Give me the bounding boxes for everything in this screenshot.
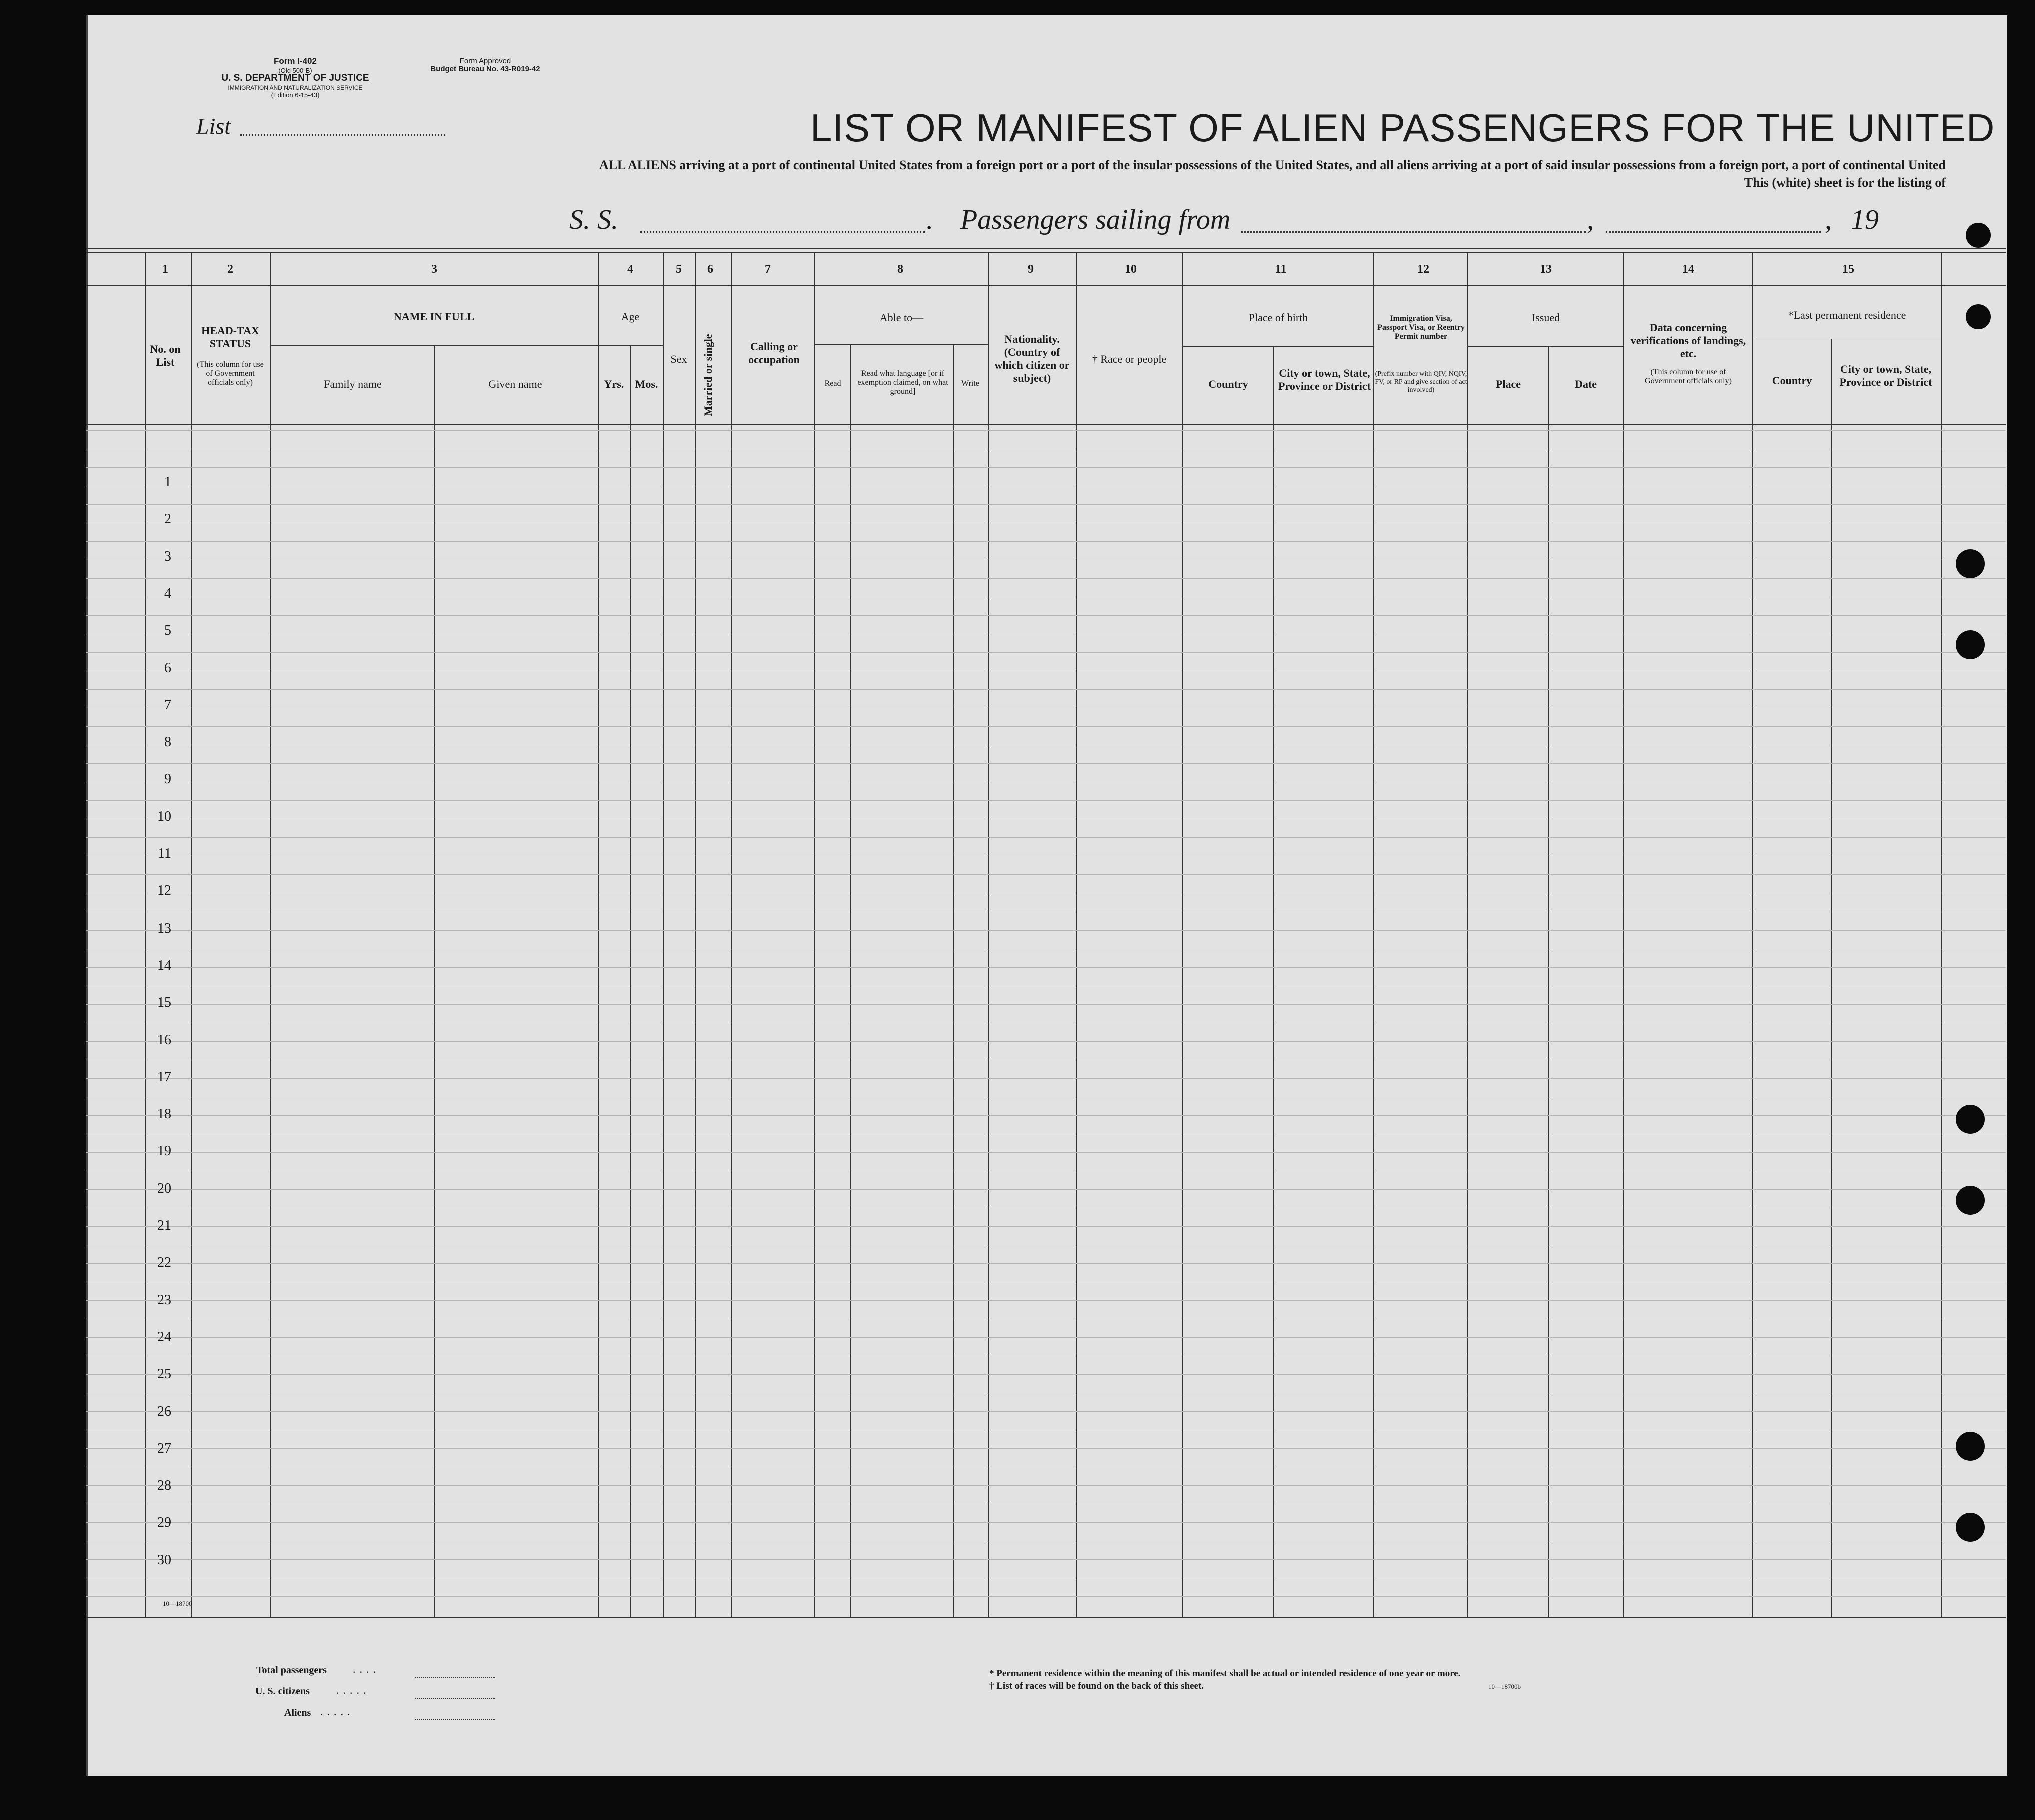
row-number: 21 xyxy=(157,1218,171,1233)
row-number: 22 xyxy=(157,1255,171,1271)
ruled-line xyxy=(86,1559,2006,1560)
head-tax-header: HEAD-TAX STATUS xyxy=(201,324,259,350)
write-header: Write xyxy=(961,379,979,388)
ruled-line xyxy=(86,1041,2006,1042)
column-number: 1 xyxy=(162,263,168,276)
column-divider xyxy=(1373,253,1374,1617)
ruled-line xyxy=(86,652,2006,653)
row-number: 30 xyxy=(157,1552,171,1568)
column-number: 9 xyxy=(1028,263,1034,276)
column-divider xyxy=(850,344,851,1617)
header-bottom-border xyxy=(86,424,2006,425)
column-divider xyxy=(695,253,696,1617)
ship-name-field[interactable] xyxy=(640,231,925,233)
column-divider xyxy=(598,253,599,1617)
port-comma: , xyxy=(1587,204,1594,235)
row-number: 9 xyxy=(164,771,171,787)
column-number: 12 xyxy=(1417,263,1429,276)
row-number: 10 xyxy=(157,808,171,824)
issued-header: Issued xyxy=(1531,311,1560,324)
ruled-line xyxy=(86,1115,2006,1116)
department-name: U. S. DEPARTMENT OF JUSTICE xyxy=(221,73,369,83)
row-number: 4 xyxy=(164,585,171,601)
ruled-line xyxy=(86,430,2006,431)
form-approved: Form Approved xyxy=(459,57,511,65)
nationality-header: Nationality. (Country of which citizen or subject) xyxy=(994,333,1070,384)
data-concerning-note: (This column for use of Government officials only) xyxy=(1645,368,1732,385)
column-divider xyxy=(270,253,271,1617)
ruled-line xyxy=(86,1226,2006,1227)
column-divider xyxy=(988,253,989,1617)
row-number: 3 xyxy=(164,548,171,564)
column-divider xyxy=(1467,253,1468,1617)
budget-bureau: Budget Bureau No. 43-R019-42 xyxy=(430,65,540,73)
row-number: 14 xyxy=(157,957,171,973)
last-residence-header: *Last permanent residence xyxy=(1788,309,1906,321)
list-number-field[interactable] xyxy=(240,134,445,136)
visa-header: Immigration Visa, Passport Visa, or Reentry Permit number xyxy=(1377,314,1465,341)
column-divider xyxy=(1548,346,1549,1617)
column-number: 11 xyxy=(1275,263,1287,276)
ruled-line xyxy=(86,930,2006,931)
punch-hole xyxy=(1956,1186,1985,1215)
row-number: 20 xyxy=(157,1180,171,1196)
column-divider xyxy=(434,345,435,1617)
column-number: 13 xyxy=(1540,263,1552,276)
race-list-note: † List of races will be found on the back of this sheet. xyxy=(989,1681,1204,1691)
ruled-line xyxy=(86,967,2006,968)
punch-hole xyxy=(1956,1432,1985,1461)
list-label: List xyxy=(196,113,231,139)
ruled-line xyxy=(86,763,2006,764)
issued-place-header: Place xyxy=(1495,378,1521,390)
ruled-line xyxy=(86,1522,2006,1523)
ruled-line xyxy=(86,1300,2006,1301)
place-of-birth-header: Place of birth xyxy=(1248,311,1308,324)
ruled-line xyxy=(86,1596,2006,1597)
read-language-header: Read what language [or if exemption claimed, on what ground] xyxy=(857,369,948,396)
no-on-list-header: No. on List xyxy=(150,343,181,368)
citizens-dots: ..... xyxy=(336,1684,370,1696)
column-divider xyxy=(663,253,664,1617)
column-divider xyxy=(731,253,732,1617)
row-number: 29 xyxy=(157,1515,171,1531)
column-number: 2 xyxy=(227,263,233,276)
punch-hole xyxy=(1966,223,1991,248)
table-print-code: 10—18700 xyxy=(163,1600,192,1607)
aliens-dots: ..... xyxy=(320,1705,354,1718)
column-divider xyxy=(1941,253,1942,1617)
ruled-line xyxy=(86,1448,2006,1449)
issued-date-header: Date xyxy=(1575,378,1597,390)
column-divider xyxy=(191,253,192,1617)
ruled-line xyxy=(86,1411,2006,1412)
column-number: 8 xyxy=(897,263,903,276)
column-divider xyxy=(1076,253,1077,1617)
column-divider xyxy=(953,344,954,1617)
ruled-line xyxy=(86,837,2006,838)
row-number: 18 xyxy=(157,1106,171,1122)
manifest-sheet xyxy=(86,15,2007,1776)
column-number: 15 xyxy=(1842,263,1854,276)
punch-hole xyxy=(1956,630,1985,659)
form-old-number: (Old 500-B) xyxy=(278,67,312,74)
mos-header: Mos. xyxy=(635,378,658,390)
row-number: 17 xyxy=(157,1069,171,1085)
row-number: 11 xyxy=(158,846,171,861)
birth-subheader-line xyxy=(1182,346,1373,347)
total-passengers-label: Total passengers xyxy=(256,1665,327,1676)
column-number: 7 xyxy=(765,263,771,276)
row-number: 13 xyxy=(157,920,171,936)
date-field[interactable] xyxy=(1606,231,1821,233)
aliens-field[interactable] xyxy=(415,1719,495,1720)
permanent-residence-note: * Permanent residence within the meaning of this manifest shall be actual or intended residence of one year or more. xyxy=(989,1668,1461,1679)
ruled-line xyxy=(86,1152,2006,1153)
column-divider xyxy=(1623,253,1624,1617)
ruled-line xyxy=(86,800,2006,801)
birth-country-header: Country xyxy=(1208,378,1248,390)
intro-text: ALL ALIENS arriving at a port of continental United States from a foreign port or a port of the insular possessions of the United States, and all aliens arriving at a port of said insular possessions from a foreign port, a port of continental United xyxy=(599,158,1946,172)
sex-header: Sex xyxy=(670,353,687,365)
row-number: 7 xyxy=(164,697,171,713)
table-top-border-2 xyxy=(86,252,2006,253)
yrs-header: Yrs. xyxy=(604,378,624,390)
read-header: Read xyxy=(824,379,841,388)
punch-hole xyxy=(1956,1105,1985,1134)
column-divider xyxy=(630,345,631,1617)
form-edition: (Edition 6-15-43) xyxy=(271,91,320,99)
row-number: 23 xyxy=(157,1292,171,1308)
page-title: LIST OR MANIFEST OF ALIEN PASSENGERS FOR THE UNITED xyxy=(810,106,1995,150)
ruled-line xyxy=(86,1485,2006,1486)
able-subheader-line xyxy=(814,344,988,345)
punch-hole xyxy=(1956,549,1985,578)
ruled-line xyxy=(86,578,2006,579)
table-top-border xyxy=(86,248,2006,249)
head-tax-note: (This column for use of Government officials only) xyxy=(197,360,264,387)
ruled-line xyxy=(86,467,2006,468)
given-name-header: Given name xyxy=(488,378,542,390)
total-dots: .... xyxy=(353,1663,380,1675)
port-field[interactable] xyxy=(1241,231,1586,233)
data-concerning-header: Data concerning verifications of landings, etc. xyxy=(1630,321,1746,360)
row-number: 28 xyxy=(157,1478,171,1494)
row-number: 25 xyxy=(157,1366,171,1382)
column-divider xyxy=(1182,253,1183,1617)
ruled-line xyxy=(86,1189,2006,1190)
row-number: 24 xyxy=(157,1329,171,1345)
residence-country-header: Country xyxy=(1772,374,1812,387)
calling-header: Calling or occupation xyxy=(748,340,800,366)
row-number: 1 xyxy=(164,474,171,490)
us-citizens-field[interactable] xyxy=(415,1698,495,1699)
row-number: 8 xyxy=(164,734,171,750)
race-header: † Race or people xyxy=(1092,353,1167,365)
punch-hole xyxy=(1956,1513,1985,1542)
row-number: 6 xyxy=(164,660,171,676)
row-number: 12 xyxy=(157,883,171,899)
row-number: 26 xyxy=(157,1403,171,1419)
ruled-line xyxy=(86,1374,2006,1375)
ruled-line xyxy=(86,615,2006,616)
column-number: 14 xyxy=(1682,263,1694,276)
ruled-line xyxy=(86,504,2006,505)
column-divider xyxy=(1752,253,1753,1617)
column-divider xyxy=(1273,346,1274,1617)
row-number: 27 xyxy=(157,1440,171,1456)
column-divider xyxy=(1831,339,1832,1617)
column-number: 4 xyxy=(627,263,633,276)
table-bottom-border xyxy=(86,1617,2006,1618)
birth-city-header: City or town, State, Province or District xyxy=(1278,367,1371,392)
visa-note: (Prefix number with QIV, NQIV, FV, or RP and give section of act involved) xyxy=(1375,370,1467,394)
column-number: 10 xyxy=(1125,263,1137,276)
colnum-row-border xyxy=(86,285,2006,286)
form-number: Form I-402 xyxy=(274,56,317,66)
row-number: 16 xyxy=(157,1032,171,1048)
name-in-full-header: NAME IN FULL xyxy=(393,310,475,323)
ruled-line xyxy=(86,874,2006,875)
ruled-line xyxy=(86,689,2006,690)
year-label: 19 xyxy=(1851,204,1879,235)
row-number: 19 xyxy=(157,1143,171,1159)
ruled-line xyxy=(86,541,2006,542)
punch-hole xyxy=(1966,304,1991,329)
row-number: 2 xyxy=(164,511,171,527)
ruled-line xyxy=(86,1337,2006,1338)
column-number: 6 xyxy=(707,263,713,276)
row-number: 15 xyxy=(157,995,171,1011)
ruled-line xyxy=(86,726,2006,727)
able-to-header: Able to— xyxy=(879,311,924,324)
footer-print-code: 10—18700b xyxy=(1488,1683,1521,1690)
sheet-purpose-text: This (white) sheet is for the listing of xyxy=(1744,175,1946,190)
row-number: 5 xyxy=(164,623,171,639)
issued-subheader-line xyxy=(1467,346,1623,347)
service-name: IMMIGRATION AND NATURALIZATION SERVICE xyxy=(228,84,363,91)
ss-label: S. S. xyxy=(569,204,618,235)
ruled-line xyxy=(86,1263,2006,1264)
age-header: Age xyxy=(621,310,640,323)
ruled-line xyxy=(86,1004,2006,1005)
sailing-from-label: Passengers sailing from xyxy=(960,204,1231,235)
total-passengers-field[interactable] xyxy=(415,1677,495,1678)
residence-city-header: City or town, State, Province or District xyxy=(1839,363,1932,388)
column-number: 5 xyxy=(676,263,682,276)
column-number: 3 xyxy=(431,263,437,276)
date-comma: , xyxy=(1825,204,1832,235)
aliens-label: Aliens xyxy=(284,1707,311,1718)
ss-period: . xyxy=(926,204,933,235)
ruled-line xyxy=(86,1078,2006,1079)
us-citizens-label: U. S. citizens xyxy=(255,1686,310,1697)
family-name-header: Family name xyxy=(324,378,382,390)
column-divider xyxy=(814,253,815,1617)
married-header: Married or single xyxy=(702,334,714,416)
